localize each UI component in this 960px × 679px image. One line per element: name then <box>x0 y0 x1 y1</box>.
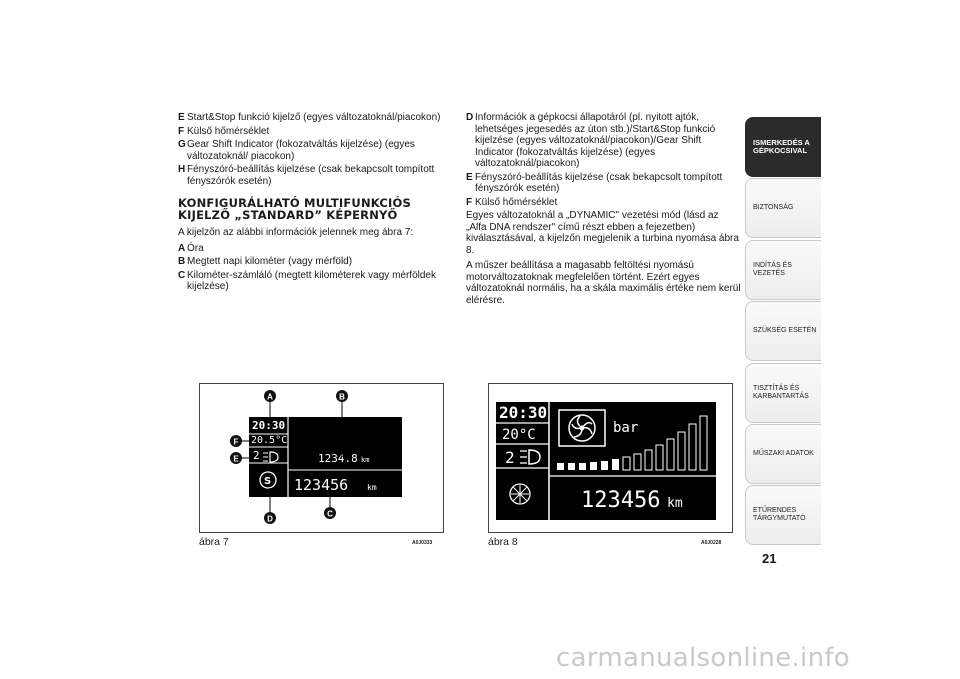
svg-text:E: E <box>233 454 239 464</box>
odometer-text: 123456 <box>294 476 349 494</box>
clock-text: 20:30 <box>499 403 548 422</box>
item-text: Fényszóró-beállítás kijelzése (csak bekapcsolt tompított fényszórók esetén) <box>475 171 723 194</box>
item-letter: G <box>178 139 186 150</box>
item-text: Információk a gépkocsi állapotáról (pl. nyitott ajtók, lehetséges jegesedés az úton stb.)/Start&Stop funkció kijelzése (egyes változatoknál/piacokon)/Gear Shift Indicator (fokozatváltás kijelzése) (egyes változatoknál/piacokon) <box>475 112 716 169</box>
item-letter: H <box>178 164 186 175</box>
gear-text: 2 <box>505 448 515 467</box>
trip-unit: km <box>361 456 370 464</box>
item-text: Fényszóró-beállítás kijelzése (csak bekapcsolt tompított fényszórók esetén) <box>187 164 435 187</box>
list-item <box>178 243 450 255</box>
tab-inditas[interactable]: INDÍTÁS ÉS VEZETÉS <box>745 240 821 300</box>
odometer-unit: km <box>367 483 377 492</box>
ice-warning-icon <box>510 484 530 504</box>
temperature-text: 20°C <box>502 427 536 443</box>
item-letter: F <box>178 125 185 137</box>
item-letter: E <box>178 112 185 123</box>
list-item <box>178 112 450 124</box>
item-text: Óra <box>187 242 204 254</box>
list-item <box>178 270 450 293</box>
item-text: Megtett napi kilométer (vagy mérföld) <box>187 256 353 267</box>
chapter-tabs <box>745 117 821 547</box>
tab-muszaki[interactable]: MŰSZAKI ADATOK <box>745 424 821 484</box>
turbo-display-illustration <box>489 384 732 532</box>
paragraph: A műszer beállítása a magasabb feltöltési nyomású motorváltozatoknak megfelelően történt. Ezért egyes változatoknál normális, ha a skála maximális értéke nem kerül elérésre. <box>466 260 741 306</box>
svg-text:F: F <box>233 437 239 447</box>
list-item <box>178 126 450 138</box>
item-letter: A <box>178 242 186 254</box>
callout-e <box>230 452 242 464</box>
callout-a <box>264 390 276 402</box>
odometer-unit: km <box>667 496 683 511</box>
item-text: Kilométer-számláló (megtett kilométerek vagy mérföldek kijelzése) <box>187 269 436 292</box>
figure-code: A0J0228 <box>701 540 722 546</box>
list-item <box>178 139 450 162</box>
item-text: Gear Shift Indicator (fokozatváltás kijelzése) (egyes változatoknál/ piacokon) <box>187 139 415 162</box>
list-item <box>178 256 450 268</box>
pressure-unit: bar <box>613 420 639 436</box>
standard-display-illustration <box>200 384 443 532</box>
list-item <box>178 164 450 187</box>
tab-tisztitas[interactable]: TISZTÍTÁS ÉS KARBANTARTÁS <box>745 363 821 423</box>
list-item <box>466 112 741 170</box>
item-letter: D <box>466 112 474 123</box>
item-letter: F <box>466 196 473 208</box>
gear-text: 2 <box>253 449 260 462</box>
page-number: 21 <box>762 551 777 566</box>
intro-text: A kijelzőn az alábbi információk jelennek meg ábra 7: <box>178 227 414 238</box>
temperature-text: 20.5°C <box>251 435 288 446</box>
tab-biztonsag[interactable]: BIZTONSÁG <box>745 178 821 238</box>
item-letter: B <box>178 256 186 267</box>
item-letter: E <box>466 171 473 183</box>
svg-text:B: B <box>339 392 345 402</box>
svg-text:C: C <box>327 509 333 519</box>
figure-8-turbo-display <box>488 383 733 533</box>
svg-text:D: D <box>267 514 273 524</box>
callout-b <box>336 390 348 402</box>
svg-text:A: A <box>267 392 273 402</box>
figure-caption: ábra 7 <box>199 536 229 548</box>
figure-caption: ábra 8 <box>488 536 518 548</box>
section-heading: KONFIGURÁLHATÓ MULTIFUNKCIÓS KIJELZŐ „STANDARD” KÉPERNYŐ <box>178 196 411 222</box>
tab-targymutato[interactable]: ETŰRENDES TÁRGYMUTATÓ <box>745 485 821 545</box>
item-letter: C <box>178 269 186 281</box>
callout-d <box>264 512 276 524</box>
clock-text: 20:30 <box>252 419 286 432</box>
odometer-text: 123456 <box>581 488 661 513</box>
svg-text:S: S <box>264 476 272 487</box>
paragraph: Egyes változatoknál a „DYNAMIC" vezetési mód (lásd az „Alfa DNA rendszer" című részt ebben a fejezetben) kiválasztásával, a kijelzőn megjelenik a turbina nyomása ábra 8. <box>466 210 739 256</box>
list-item <box>466 172 741 195</box>
list-item <box>466 197 741 209</box>
item-text: Külső hőmérséklet <box>187 125 270 137</box>
callout-c <box>324 507 336 519</box>
left-column <box>178 112 450 295</box>
figure-7-standard-display <box>199 383 444 533</box>
item-text: Külső hőmérséklet <box>475 196 558 208</box>
tab-ismerkedes[interactable]: ISMERKEDÉS A GÉPKOCSIVAL <box>745 117 821 177</box>
tab-szukseg[interactable]: SZÜKSÉG ESETÉN <box>745 301 821 361</box>
trip-text: 1234.8 <box>318 452 358 465</box>
figure-code: A0J0333 <box>412 540 433 546</box>
callout-f <box>230 435 242 447</box>
item-text: Start&Stop funkció kijelző (egyes változatoknál/piacokon) <box>187 112 441 123</box>
right-column <box>466 112 741 310</box>
watermark: carmanualsonline.info <box>556 643 851 673</box>
